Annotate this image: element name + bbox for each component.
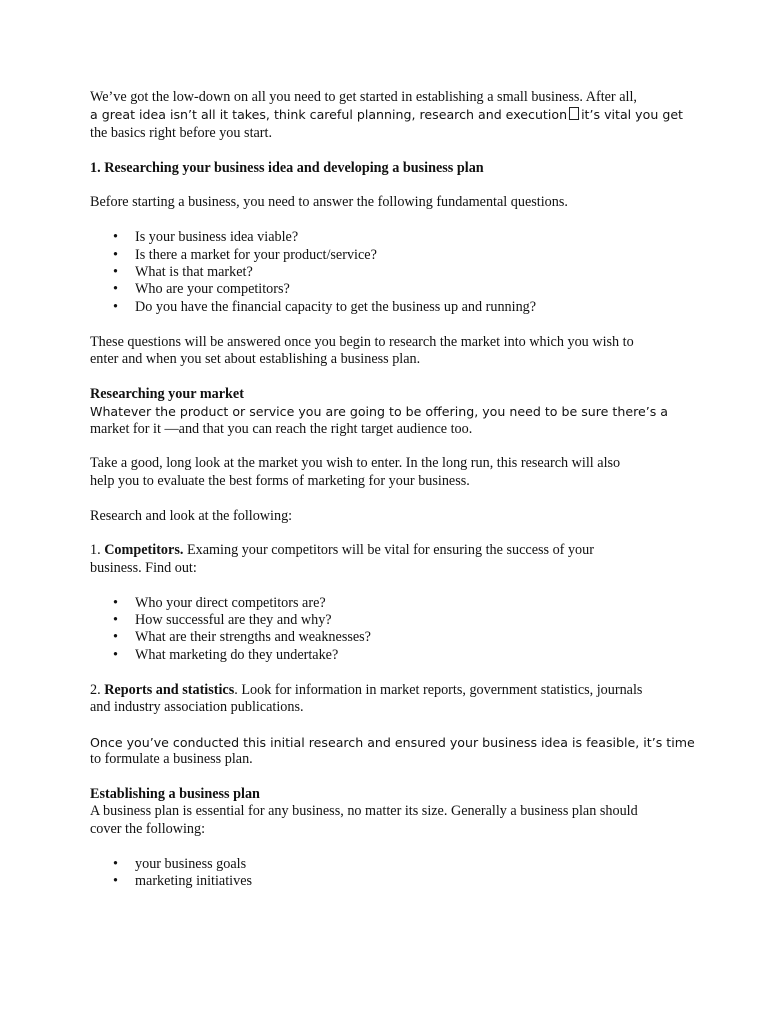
- conclusion-line-1: Once you’ve conducted this initial research and ensured your business idea is feasible, it’s time: [90, 734, 695, 750]
- plan-heading: Establishing a business plan: [90, 785, 260, 802]
- document-page: [90, 89, 695, 890]
- intro-line-2-end: it’s vital you get: [581, 107, 683, 123]
- competitors-text: Examing your competitors will be vital for ensuring the success of your: [183, 542, 594, 559]
- market-heading: Researching your market: [90, 385, 244, 402]
- list-item-text: How successful are they and why?: [135, 611, 332, 628]
- plan-list: [90, 856, 690, 891]
- reports-line-1: [90, 682, 690, 699]
- bullet-icon: •: [113, 611, 118, 628]
- market-para-2-line-1: Take a good, long look at the market you wish to enter. In the long run, this research will also: [90, 455, 621, 472]
- bullet-icon: •: [113, 855, 118, 872]
- list-item: [90, 247, 690, 264]
- competitors-line-2: business. Find out:: [90, 559, 197, 576]
- list-item: [90, 281, 690, 298]
- list-item: [90, 647, 690, 664]
- list-item: [90, 612, 690, 629]
- competitors-line-1: [90, 542, 690, 559]
- reports-line-2: and industry association publications.: [90, 698, 304, 715]
- list-item: [90, 299, 690, 316]
- market-line-1: Whatever the product or service you are going to be offering, you need to be sure there’s a: [90, 404, 669, 420]
- intro-line-2-text: a great idea isn’t all it takes, think careful planning, research and execution: [90, 107, 568, 123]
- questions-list: [90, 229, 690, 316]
- reports-label: Reports and statistics: [104, 681, 235, 698]
- bullet-icon: •: [113, 281, 118, 298]
- bullet-icon: •: [113, 646, 118, 663]
- list-item-text: Is your business idea viable?: [135, 229, 299, 246]
- intro-line-1: We’ve got the low-down on all you need to get started in establishing a small business. After all,: [90, 89, 637, 105]
- missing-glyph-icon: [569, 107, 579, 120]
- market-para-2-line-2: help you to evaluate the best forms of marketing for your business.: [90, 472, 470, 489]
- list-item-text: Do you have the financial capacity to get the business up and running?: [135, 298, 537, 315]
- list-item-text: Is there a market for your product/service?: [135, 246, 377, 263]
- conclusion-line-2: to formulate a business plan.: [90, 751, 253, 768]
- bullet-icon: •: [113, 298, 118, 315]
- list-item-text: What is that market?: [135, 263, 253, 280]
- list-item-text: Who your direct competitors are?: [135, 594, 326, 611]
- bullet-icon: •: [113, 594, 118, 611]
- research-intro: Research and look at the following:: [90, 507, 293, 524]
- bullet-icon: •: [113, 872, 118, 889]
- reports-text: . Look for information in market reports, government statistics, journals: [234, 681, 643, 698]
- competitors-number: 1.: [90, 542, 105, 559]
- list-item: [90, 229, 690, 246]
- list-item-text: What are their strengths and weaknesses?: [135, 629, 371, 646]
- plan-line-2: cover the following:: [90, 820, 206, 837]
- section-1-after-line-2: enter and when you set about establishing a business plan.: [90, 350, 421, 367]
- list-item-text: Who are your competitors?: [135, 281, 290, 298]
- competitors-list: [90, 595, 690, 665]
- list-item: [90, 856, 690, 873]
- intro-line-2: [90, 106, 690, 124]
- intro-line-3: the basics right before you start.: [90, 124, 273, 141]
- bullet-icon: •: [113, 229, 118, 246]
- section-1-paragraph: Before starting a business, you need to answer the following fundamental questions.: [90, 194, 568, 211]
- section-1-heading: 1. Researching your business idea and developing a business plan: [90, 159, 484, 176]
- list-item: [90, 595, 690, 612]
- reports-number: 2.: [90, 681, 105, 698]
- list-item-text: marketing initiatives: [135, 872, 253, 889]
- bullet-icon: •: [113, 246, 118, 263]
- plan-line-1: A business plan is essential for any business, no matter its size. Generally a business plan should: [90, 803, 638, 820]
- competitors-label: Competitors.: [104, 542, 184, 559]
- section-1-after-line-1: These questions will be answered once you begin to research the market into which you wish to: [90, 333, 634, 350]
- list-item: [90, 629, 690, 646]
- market-line-2: market for it —and that you can reach the right target audience too.: [90, 420, 473, 437]
- list-item-text: What marketing do they undertake?: [135, 646, 339, 663]
- bullet-icon: •: [113, 629, 118, 646]
- list-item-text: your business goals: [135, 855, 247, 872]
- list-item: [90, 873, 690, 890]
- bullet-icon: •: [113, 263, 118, 280]
- list-item: [90, 264, 690, 281]
